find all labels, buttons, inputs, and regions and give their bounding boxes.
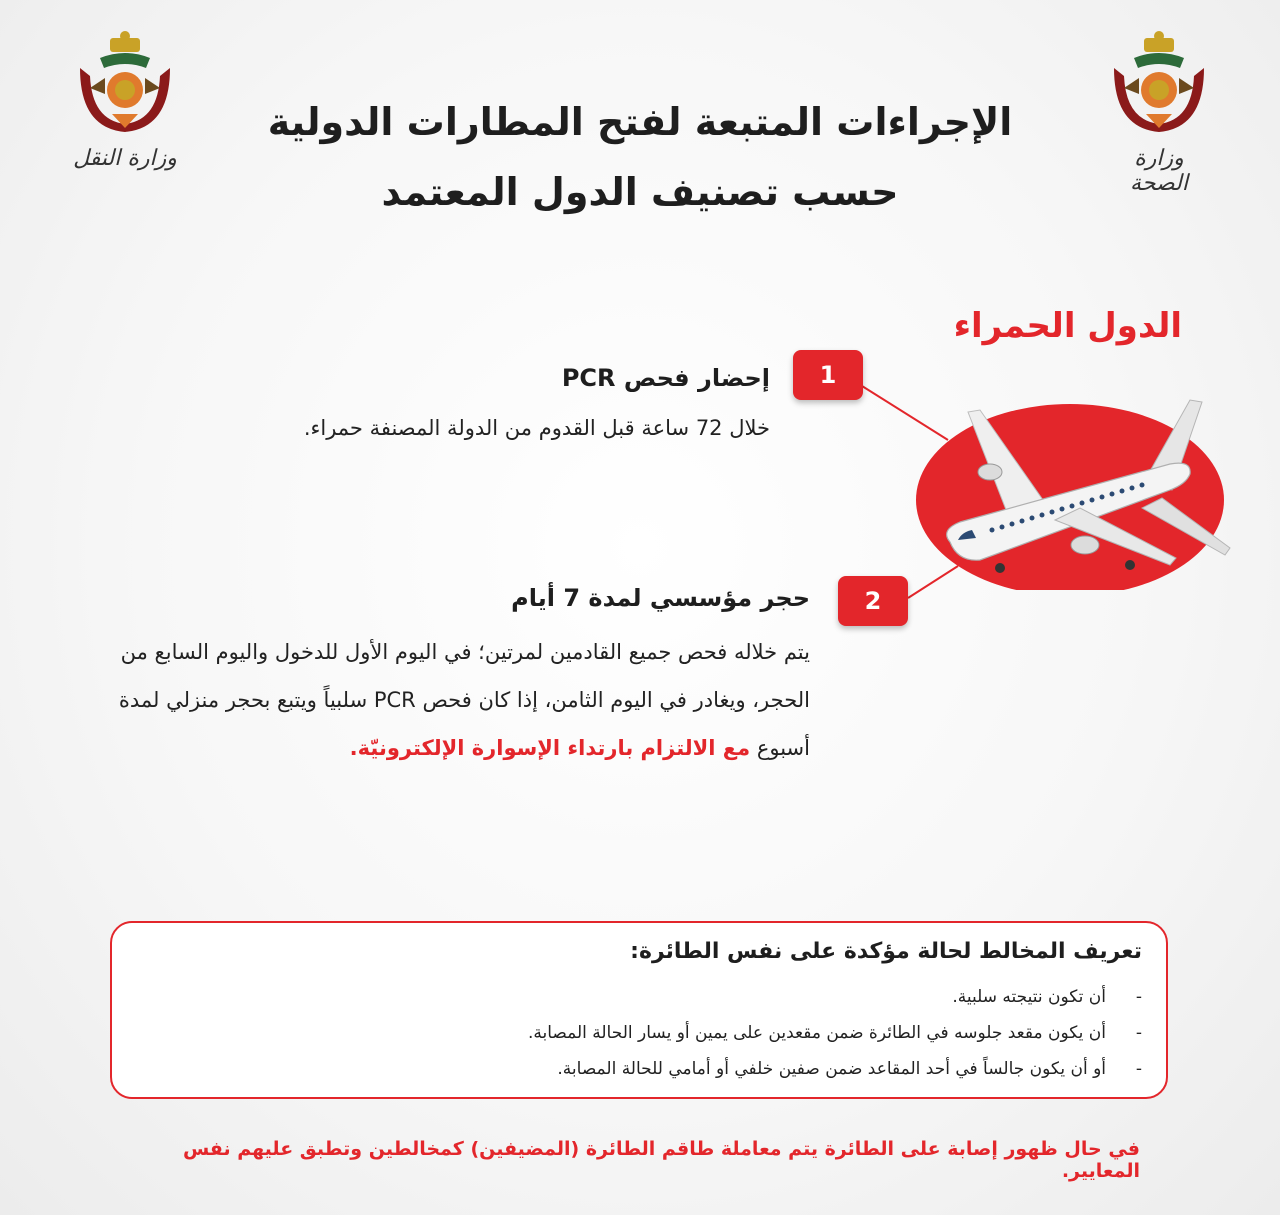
- transport-ministry-logo: [70, 28, 180, 171]
- page-title: الإجراءات المتبعة لفتح المطارات الدولية: [267, 100, 1013, 144]
- list-item: - أن يكون مقعد جلوسه في الطائرة ضمن مقعدين على يمين أو يسار الحالة المصابة.: [242, 1015, 1142, 1051]
- step-2-body: يتم خلاله فحص جميع القادمين لمرتين؛ في اليوم الأول للدخول واليوم السابع من الحجر، ويغادر في اليوم الثامن، إذا كان فحص PCR سلبياً ويتبع بحجر منزلي لمدة أسبوع: [118, 640, 810, 760]
- contact-definition-title: تعريف المخالط لحالة مؤكدة على نفس الطائرة:: [630, 939, 1142, 964]
- step-2-title: حجر مؤسسي لمدة 7 أيام: [511, 584, 810, 612]
- step-2-text: [110, 628, 810, 772]
- contact-definition-box: [110, 921, 1168, 1099]
- step-1-number: 1: [793, 350, 863, 400]
- section-heading: الدول الحمراء: [953, 306, 1182, 346]
- step-2-highlight: مع الالتزام بارتداء الإسوارة الإلكترونيّة.: [349, 736, 751, 760]
- list-item: - أو أن يكون جالساً في أحد المقاعد ضمن صفين خلفي أو أمامي للحالة المصابة.: [242, 1051, 1142, 1087]
- page-subtitle: حسب تصنيف الدول المعتمد: [381, 170, 899, 214]
- footer-note: في حال ظهور إصابة على الطائرة يتم معاملة طاقم الطائرة (المضيفين) كمخالطين وتطبق عليهم نفس المعايير.: [182, 1138, 1140, 1182]
- airplane-illustration: [880, 390, 1240, 590]
- step-1-text: خلال 72 ساعة قبل القدوم من الدولة المصنفة حمراء.: [303, 416, 770, 440]
- health-ministry-label: وزارة الصحة: [1130, 146, 1188, 196]
- jordan-emblem-icon: [1104, 28, 1214, 138]
- step-1-title: إحضار فحص PCR: [561, 364, 770, 392]
- jordan-emblem-icon: [70, 28, 180, 138]
- list-item: - أن تكون نتيجته سلبية.: [242, 979, 1142, 1015]
- transport-ministry-label: وزارة النقل: [73, 146, 177, 171]
- health-ministry-logo: [1104, 28, 1214, 196]
- airplane-icon: [916, 400, 1230, 590]
- contact-definition-list: [242, 979, 1142, 1087]
- step-2-number: 2: [838, 576, 908, 626]
